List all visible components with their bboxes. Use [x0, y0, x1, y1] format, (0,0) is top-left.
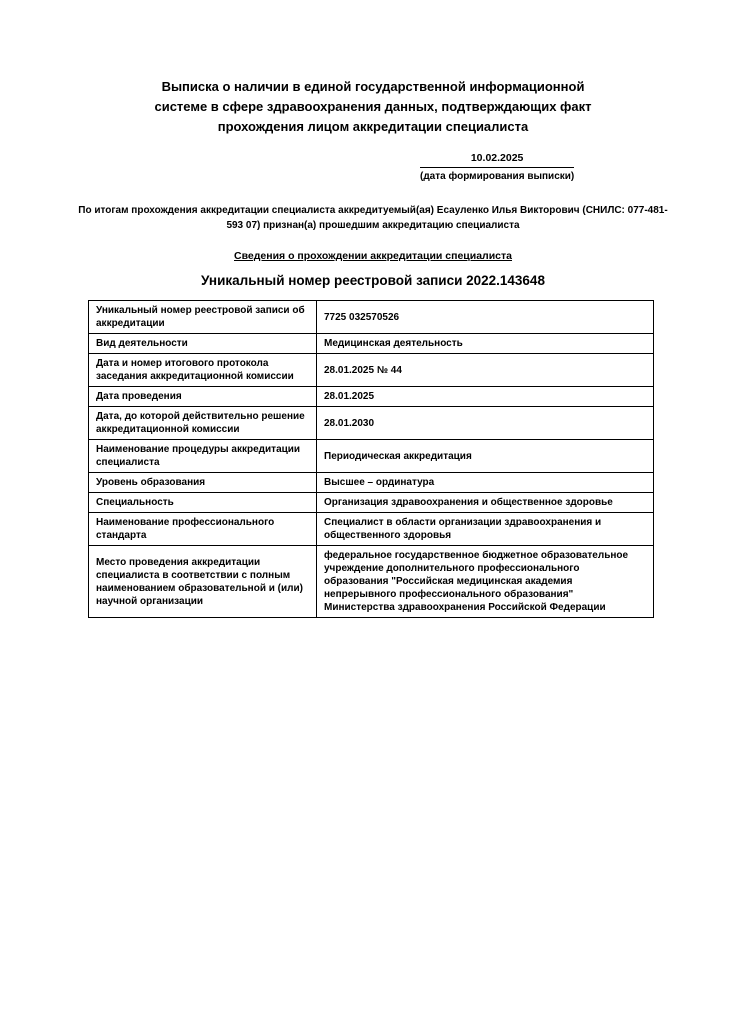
row-label: Наименование профессионального стандарта — [89, 513, 317, 546]
intro-paragraph — [0, 203, 746, 233]
document-title — [0, 0, 746, 137]
table-row-valid-until-date — [89, 407, 654, 440]
table-row-professional-standard — [89, 513, 654, 546]
issue-date: 10.02.2025 — [470, 152, 524, 164]
row-value: 28.01.2025 № 44 — [317, 354, 654, 387]
table-row-education-level — [89, 473, 654, 493]
row-value: 28.01.2025 — [317, 387, 654, 407]
record-number-heading: Уникальный номер реестровой записи 2022.143648 — [201, 273, 545, 288]
row-value: 28.01.2030 — [317, 407, 654, 440]
row-value: федеральное государственное бюджетное образовательное учреждение дополнительного профессионального образования "Российская медицинская академия непрерывного профессионального образования" Министерства здравоохранения Российской Федерации — [317, 546, 654, 618]
row-label: Уникальный номер реестровой записи об аккредитации — [89, 301, 317, 334]
table-row-procedure-name — [89, 440, 654, 473]
title-line-2: системе в сфере здравоохранения данных, подтверждающих факт — [154, 99, 592, 114]
row-value: 7725 032570526 — [317, 301, 654, 334]
intro-line-1: По итогам прохождения аккредитации специалиста аккредитуемый(ая) Есауленко Илья Викторович (СНИЛС: 077-481- — [78, 205, 668, 216]
row-label: Наименование процедуры аккредитации специалиста — [89, 440, 317, 473]
row-label: Место проведения аккредитации специалиста в соответствии с полным наименованием образовательной и (или) научной организации — [89, 546, 317, 618]
title-line-1: Выписка о наличии в единой государственной информационной — [161, 79, 585, 94]
row-value: Периодическая аккредитация — [317, 440, 654, 473]
issue-date-block — [420, 152, 574, 182]
row-value: Медицинская деятельность — [317, 334, 654, 354]
table-row-registry-number — [89, 301, 654, 334]
section-heading: Сведения о прохождении аккредитации специалиста — [234, 250, 512, 262]
row-label: Уровень образования — [89, 473, 317, 493]
table-row-accreditation-location — [89, 546, 654, 618]
row-value: Специалист в области организации здравоохранения и общественного здоровья — [317, 513, 654, 546]
table-row-specialty — [89, 493, 654, 513]
row-label: Дата и номер итогового протокола заседания аккредитационной комиссии — [89, 354, 317, 387]
row-label: Дата, до которой действительно решение аккредитационной комиссии — [89, 407, 317, 440]
accreditation-details-table — [88, 300, 654, 618]
row-value: Высшее – ординатура — [317, 473, 654, 493]
table-row-conduct-date — [89, 387, 654, 407]
table-row-activity-type — [89, 334, 654, 354]
intro-line-2: 593 07) признан(а) прошедшим аккредитацию специалиста — [226, 220, 520, 231]
row-label: Вид деятельности — [89, 334, 317, 354]
table-row-protocol-date-number — [89, 354, 654, 387]
row-value: Организация здравоохранения и общественное здоровье — [317, 493, 654, 513]
row-label: Дата проведения — [89, 387, 317, 407]
row-label: Специальность — [89, 493, 317, 513]
title-line-3: прохождения лицом аккредитации специалиста — [217, 119, 529, 134]
issue-date-caption: (дата формирования выписки) — [420, 167, 574, 182]
